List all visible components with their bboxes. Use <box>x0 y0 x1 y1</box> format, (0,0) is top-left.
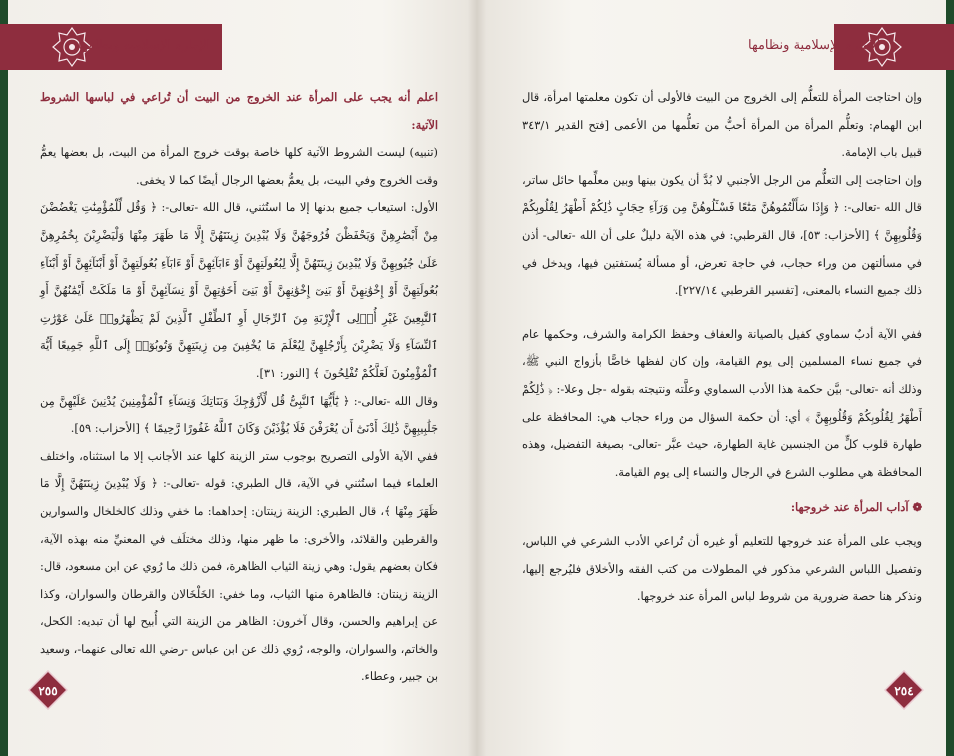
running-header: الإمارة الإسلامية ونظامها <box>78 38 211 53</box>
intro-paragraph: اعلم أنه يجب على المرأة عند الخروج من البيت أن تُراعي في لباسها الشروط الآتية: <box>40 90 438 132</box>
page-edge-left <box>0 0 8 756</box>
page-edge-right <box>946 0 954 756</box>
wisdom-paragraph: ففي الآية أدبٌ سماوي كفيل بالصيانة والعفاف وحفظ الكرامة والشرف، وحكمها عام في جميع نساء المسلمين إلى يوم القيامة، وإن كان لفظها خاصًّا بأزواج النبي ﷺ، وذلك أنه -تعالى- بيَّن حكمة هذا الأدب السماوي وعلَّته ونتيجته بقوله -جل وعلا-: ﴿ ذَٰلِكُمْ أَطْهَرُ لِقُلُوبِكُمْ وَقُلُوبِهِنَّ ﴾ أي: أن حكمة السؤال من وراء حجاب هي: المحافظة على طهارة قلوب كلٍّ من الجنسين غاية الطهارة، حيث عبَّر -تعالى- بصيغة التفضيل، وهذه المحافظة هي مطلوب الشرع في الرجال والنساء إلى يوم القيامة. <box>522 326 922 479</box>
hijab-paragraph: وإن احتاجت إلى التعلُّم من الرجل الأجنبي لا بُدَّ أن يكون بينها وبين معلِّمها حائل ساتر، قال الله -تعالى-: ﴿ وَإِذَا سَأَلْتُمُوهُنَّ مَتَٰعًا فَسْـَٔلُوهُنَّ مِن وَرَآءِ حِجَابٍ ذَٰلِكُمْ أَطْهَرُ لِقُلُوبِكُمْ وَقُلُوبِهِنَّ ﴾ [الأحزاب: ٥٣]، قال القرطبي: في هذه الآية دليلٌ على أن الله -تعالى- أذن في مسألتهن من وراء حجاب، في حاجة تعرض، أو مسألة يُستفتين فيها، ويدخل في ذلك جميع النساء بالمعنى، [تفسير القرطبي ٢٢٧/١٤]. <box>522 172 922 298</box>
note-paragraph: (تنبيه) ليست الشروط الآتية كلها خاصة بوقت خروج المرأة من البيت، بل بعضها يعمُّ وقت الخروج وفي البيت، بل يعمُّ بعضها الرجال أيضًا كما لا يخفى. <box>40 145 438 187</box>
page-number: ٢٥٥ <box>38 684 58 698</box>
dress-paragraph: ويجب على المرأة عند خروجها للتعليم أو غيره أن تُراعي الأدب الشرعي في اللباس، وتفصيل اللباس الشرعي مذكور في المطولات من كتب الفقه والأخلاق فليُرجع إليها، ونذكر هنا حصة ضرورية من شروط لباس المرأة عند خروجها. <box>522 533 922 604</box>
second-verse-paragraph: وقال الله -تعالى-: ﴿ يَٰٓأَيُّهَا ٱلنَّبِىُّ قُل لِّأَزْوَٰجِكَ وَبَنَاتِكَ وَنِسَآءِ ٱلْمُؤْمِنِينَ يُدْنِينَ عَلَيْهِنَّ مِن جَلَٰبِيبِهِنَّ ذَٰلِكَ أَدْنَىٰٓ أَن يُعْرَفْنَ فَلَا يُؤْذَيْنَ وَكَانَ ٱللَّهُ غَفُورًا رَّحِيمًا ﴾ [الأحزاب: ٥٩]. <box>40 393 438 436</box>
running-header: الإمارة الإسلامية ونظامها <box>748 38 881 53</box>
page-number: ٢٥٤ <box>894 684 914 698</box>
left-page <box>0 0 468 756</box>
first-condition-paragraph: الأول: استيعاب جميع بدنها إلا ما استُثني، قال الله -تعالى-: ﴿ وَقُل لِّلْمُؤْمِنَٰتِ يَغْضُضْنَ مِنْ أَبْصَٰرِهِنَّ وَيَحْفَظْنَ فُرُوجَهُنَّ وَلَا يُبْدِينَ زِينَتَهُنَّ إِلَّا مَا ظَهَرَ مِنْهَا وَلْيَضْرِبْنَ بِخُمُرِهِنَّ عَلَىٰ جُيُوبِهِنَّ وَلَا يُبْدِينَ زِينَتَهُنَّ إِلَّا لِبُعُولَتِهِنَّ أَوْ ءَابَآئِهِنَّ أَوْ ءَابَآءِ بُعُولَتِهِنَّ أَوْ أَبْنَآئِهِنَّ أَوْ أَبْنَآءِ بُعُولَتِهِنَّ أَوْ إِخْوَٰنِهِنَّ أَوْ بَنِىٓ إِخْوَٰنِهِنَّ أَوْ بَنِىٓ أَخَوَٰتِهِنَّ أَوْ نِسَآئِهِنَّ أَوْ مَا مَلَكَتْ أَيْمَٰنُهُنَّ أَوِ ٱلتَّٰبِعِينَ غَيْرِ أُو۟لِى ٱلْإِرْبَةِ مِنَ ٱلرِّجَالِ أَوِ ٱلطِّفْلِ ٱلَّذِينَ لَمْ يَظْهَرُوا۟ عَلَىٰ عَوْرَٰتِ ٱلنِّسَآءِ وَلَا يَضْرِبْنَ بِأَرْجُلِهِنَّ لِيُعْلَمَ مَا يُخْفِينَ مِن زِينَتِهِنَّ وَتُوبُوٓا۟ إِلَى ٱللَّهِ جَمِيعًا أَيُّهَ ٱلْمُؤْمِنُونَ لَعَلَّكُمْ تُفْلِحُونَ ﴾ [النور: ٣١]. <box>40 200 438 380</box>
section-title: ❁ آداب المرأة عند خروجها: <box>790 500 922 515</box>
right-page <box>486 0 954 756</box>
tafsir-paragraph: ففي الآية الأولى التصريح بوجوب ستر الزينة كلها عند الأجانب إلا ما استثناه، واختلف العلماء فيما استُثني في الآية، قال الطبري: قوله -تعالى-: ﴿ وَلَا يُبْدِينَ زِينَتَهُنَّ إِلَّا مَا ظَهَرَ مِنْهَا ﴾، قال الطبري: الزينة زينتان: إحداهما: ما خفي وذلك كالخلخال والسوارين والقرطين والقلائد، والأخرى: ما ظهر منها، وذلك مختلَف في المعنيِّ منه بهذه الآية، فكان بعضهم يقول: وهي زينة الثياب الظاهرة، فمن ذلك ما رُوي عن ابن مسعود، قال: الزينة زينتان: فالظاهرة منها الثياب، وما خفي: الخَلْخَالان والقرطان والسواران، وكذا عن إبراهيم والحسن، وقال آخرون: الظاهر من الزينة التي أُبيح لها أن تبديه: الكحل، والخاتم، والسواران، والوجه، رُوي ذلك عن ابن عباس -رضي الله تعالى عنهما-، وسعيد بن جبير، وعطاء. <box>40 448 438 684</box>
left-page-body <box>40 84 438 691</box>
teacher-paragraph: وإن احتاجت المرأة للتعلُّم إلى الخروج من البيت فالأولى أن تكون معلمتها امرأة، قال ابن الهمام: وتعلُّم المرأة من المرأة أحبُّ من تعلُّمها من الأعمى [فتح القدير ٣٤٣/١ قبيل باب الإمامة. <box>522 90 922 160</box>
right-page-body <box>522 84 922 611</box>
